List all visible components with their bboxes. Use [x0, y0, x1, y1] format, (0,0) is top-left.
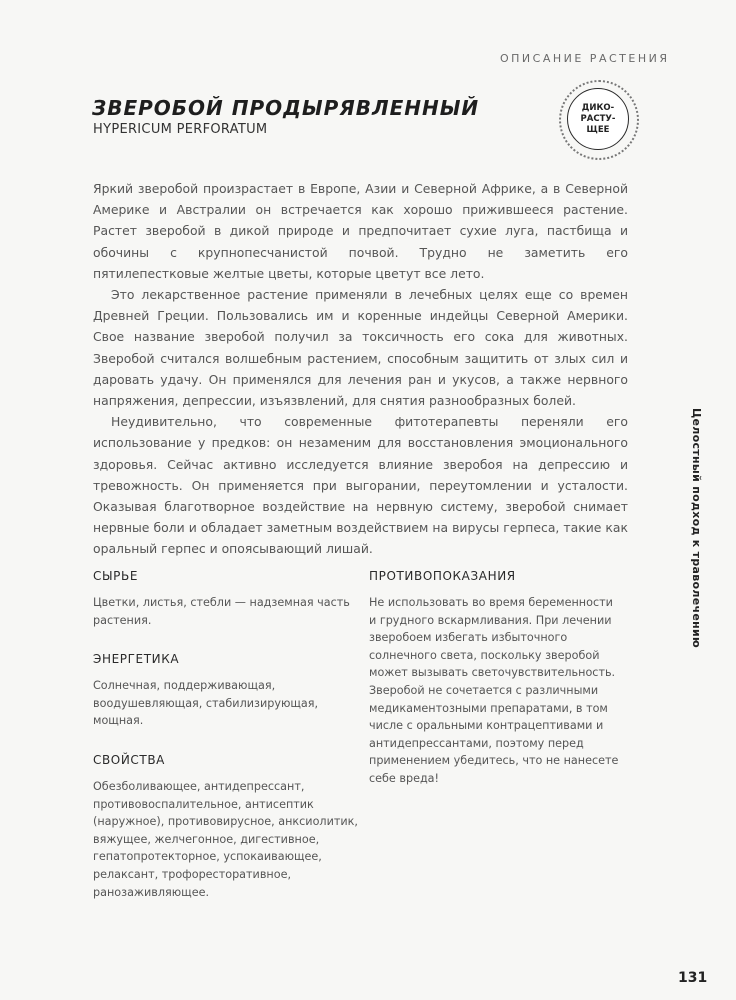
section-heading-raw-material: СЫРЬЕ: [93, 569, 139, 583]
section-title: ОПИСАНИЕ РАСТЕНИЯ: [500, 52, 670, 65]
intro-paragraph: Неудивительно, что современные фитотерапевты переняли его использование у предков: он незаменим для восстановления эмоционального здоровья. Сейчас активно исследуется влияние зверобоя на депрессию и тревожность. Он применяется при выгорании, переутомлении и усталости. Оказывая благотворное воздействие на нервную систему, зверобой снимает нервные боли и обладает заметным воздействием на вирусы герпеса, такие как оральный герпес и опоясывающий лишай.: [93, 414, 628, 557]
intro-paragraph: Это лекарственное растение применяли в лечебных целях еще со времен Древней Греции. Пользовались им и коренные индейцы Северной Америки. Свое название зверобой получил за токсичность его сока для животных. Зверобой считался волшебным растением, способным защитить от злых сил и даровать удачу. Он применялся для лечения ран и укусов, а также нервного напряжения, депрессии, изъязвлений, для снятия разнообразных болей.: [93, 287, 628, 409]
left-column: [93, 568, 358, 923]
side-chapter-label: Целостный подход к траволечению: [690, 408, 703, 648]
section-text-energetics: Солнечная, поддерживающая, воодушевляющая, стабилизирующая, мощная.: [93, 679, 319, 728]
page-number: 131: [678, 970, 708, 986]
intro-text: [93, 178, 628, 560]
plant-name: ЗВЕРОБОЙ ПРОДЫРЯВЛЕННЫЙ: [92, 96, 480, 120]
section-text-raw-material: Цветки, листья, стебли — надземная часть растения.: [93, 596, 350, 627]
section-text-properties: Обезболивающее, антидепрессант, противовоспалительное, антисептик (наружное), противовирусное, анксиолитик, вяжущее, желчегонное, дигестивное, гепатопротекторное, успокаивающее, релаксант, трофоресторативное, ранозаживляющее.: [93, 779, 358, 899]
badge-line: ДИКО-: [581, 102, 615, 113]
intro-paragraph: Яркий зверобой произрастает в Европе, Азии и Северной Африке, а в Северной Америке и Австралии он встречается как хорошо прижившееся растение. Растет зверобой в дикой природе и предпочитает сухие луга, пастбища и обочины с крупнопесчанистой почвой. Трудно не заметить его пятилепестковые желтые цветы, которые цветут все лето.: [93, 181, 628, 281]
section-heading-contraindications: ПРОТИВОПОКАЗАНИЯ: [369, 569, 516, 583]
plant-latin-name: HYPERICUM PERFORATUM: [93, 122, 268, 137]
section-heading-properties: СВОЙСТВА: [93, 752, 165, 767]
wild-growing-badge: [567, 88, 629, 150]
badge-line: ЩЕЕ: [586, 124, 610, 135]
right-column: [369, 568, 619, 810]
section-heading-energetics: ЭНЕРГЕТИКА: [93, 652, 180, 667]
badge-line: РАСТУ-: [580, 113, 616, 124]
section-text-contraindications: Не использовать во время беременности и грудного вскармливания. При лечении зверобоем избегать избыточного солнечного света, поскольку зверобой может вызывать светочувствительность. Зверобой не сочетается с различными медикаментозными препаратами, в том числе с оральными контрацептивами и антидепрессантами, поэтому перед применением убедитесь, что не нанесете себе вреда!: [369, 596, 619, 785]
